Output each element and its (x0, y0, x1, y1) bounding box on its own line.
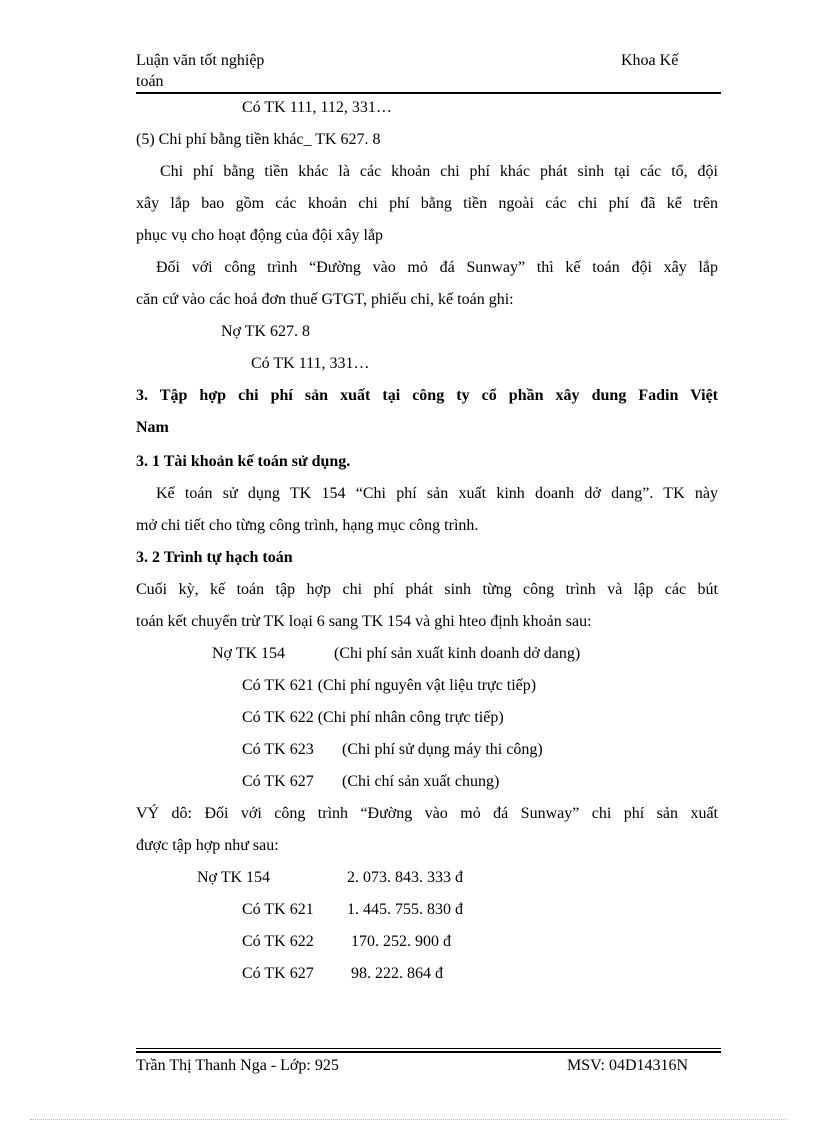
body-line: Có TK 111, 112, 331… (242, 99, 392, 116)
entry-line: Nợ TK 154 (212, 645, 286, 662)
example-amount: 170. 252. 900 đ (351, 933, 451, 950)
footer-author: Trần Thị Thanh Nga - Lớp: 925 (136, 1057, 339, 1074)
entry-line: Có TK 622 (Chi phí nhân công trực tiếp) (242, 709, 504, 726)
example-amount: 2. 073. 843. 333 đ (347, 869, 463, 886)
body-line: xây lắp bao gồm các khoản chi phí bằng tiền ngoài các chi phí đã kể trên (136, 195, 718, 212)
entry-desc: (Chi chí sản xuất chung) (342, 773, 500, 790)
footer-student-id: MSV: 04D14316N (567, 1057, 689, 1074)
example-amount: 1. 445. 755. 830 đ (347, 901, 463, 918)
subsection-heading: 3. 1 Tài khoản kế toán sử dụng. (136, 453, 351, 470)
example-account: Có TK 622 (242, 933, 314, 950)
body-line: phục vụ cho hoạt động của đội xây lắp (136, 227, 384, 244)
body-line: Chi phí bằng tiền khác là các khoản chi phí khác phát sinh tại các tổ, đội (160, 163, 718, 180)
body-line: toán kết chuyển trừ TK loại 6 sang TK 154 và ghi hteo định khoản sau: (136, 613, 592, 630)
example-account: Có TK 627 (242, 965, 314, 982)
header-rule (136, 92, 721, 94)
subsection-heading: 3. 2 Trình tự hạch toán (136, 549, 293, 566)
example-account: Nợ TK 154 (197, 869, 271, 886)
entry-desc: (Chi phí sản xuất kinh doanh dở dang) (334, 645, 581, 662)
body-line: được tập hợp như sau: (136, 837, 279, 854)
example-account: Có TK 621 (242, 901, 314, 918)
header-right: Khoa Kế (621, 52, 679, 69)
header-left (136, 50, 264, 92)
header-title-line1: Luận văn tốt nghiệp (136, 52, 265, 69)
entry-line: Có TK 623 (242, 741, 314, 758)
entry-line: Có TK 111, 331… (251, 355, 370, 372)
section-heading: Nam (136, 419, 169, 436)
body-line: (5) Chi phí bằng tiền khác_ TK 627. 8 (136, 131, 381, 148)
entry-desc: (Chi phí sử dụng máy thi công) (342, 741, 543, 758)
body-line: VÝ dô: Đối với công trình “Đường vào mỏ đá Sunway” chi phí sản xuất (136, 805, 718, 822)
body-line: Đối với công trình “Đường vào mỏ đá Sunway” thì kế toán đội xây lắp (156, 259, 718, 276)
entry-line: Có TK 621 (Chi phí nguyên vật liệu trực tiếp) (242, 677, 537, 694)
footer-rule (136, 1048, 721, 1049)
section-heading: 3. Tập hợp chi phí sản xuất tại công ty cổ phần xây dung Fadin Việt (136, 387, 718, 404)
entry-line: Có TK 627 (242, 773, 314, 790)
example-amount: 98. 222. 864 đ (351, 965, 443, 982)
entry-line: Nợ TK 627. 8 (221, 323, 311, 340)
footer-rule (136, 1051, 721, 1053)
page-bottom-divider (30, 1119, 786, 1120)
header-title-line2: toán (136, 73, 164, 90)
body-line: Cuối kỳ, kế toán tập hợp chi phí phát sinh từng công trình và lập các bút (136, 581, 718, 598)
body-line: Kế toán sử dụng TK 154 “Chi phí sản xuất kinh doanh dở dang”. TK này (156, 485, 718, 502)
body-line: mở chi tiết cho từng công trình, hạng mục công trình. (136, 517, 479, 534)
body-line: căn cứ vào các hoá đơn thuế GTGT, phiếu chi, kế toán ghi: (136, 291, 514, 308)
